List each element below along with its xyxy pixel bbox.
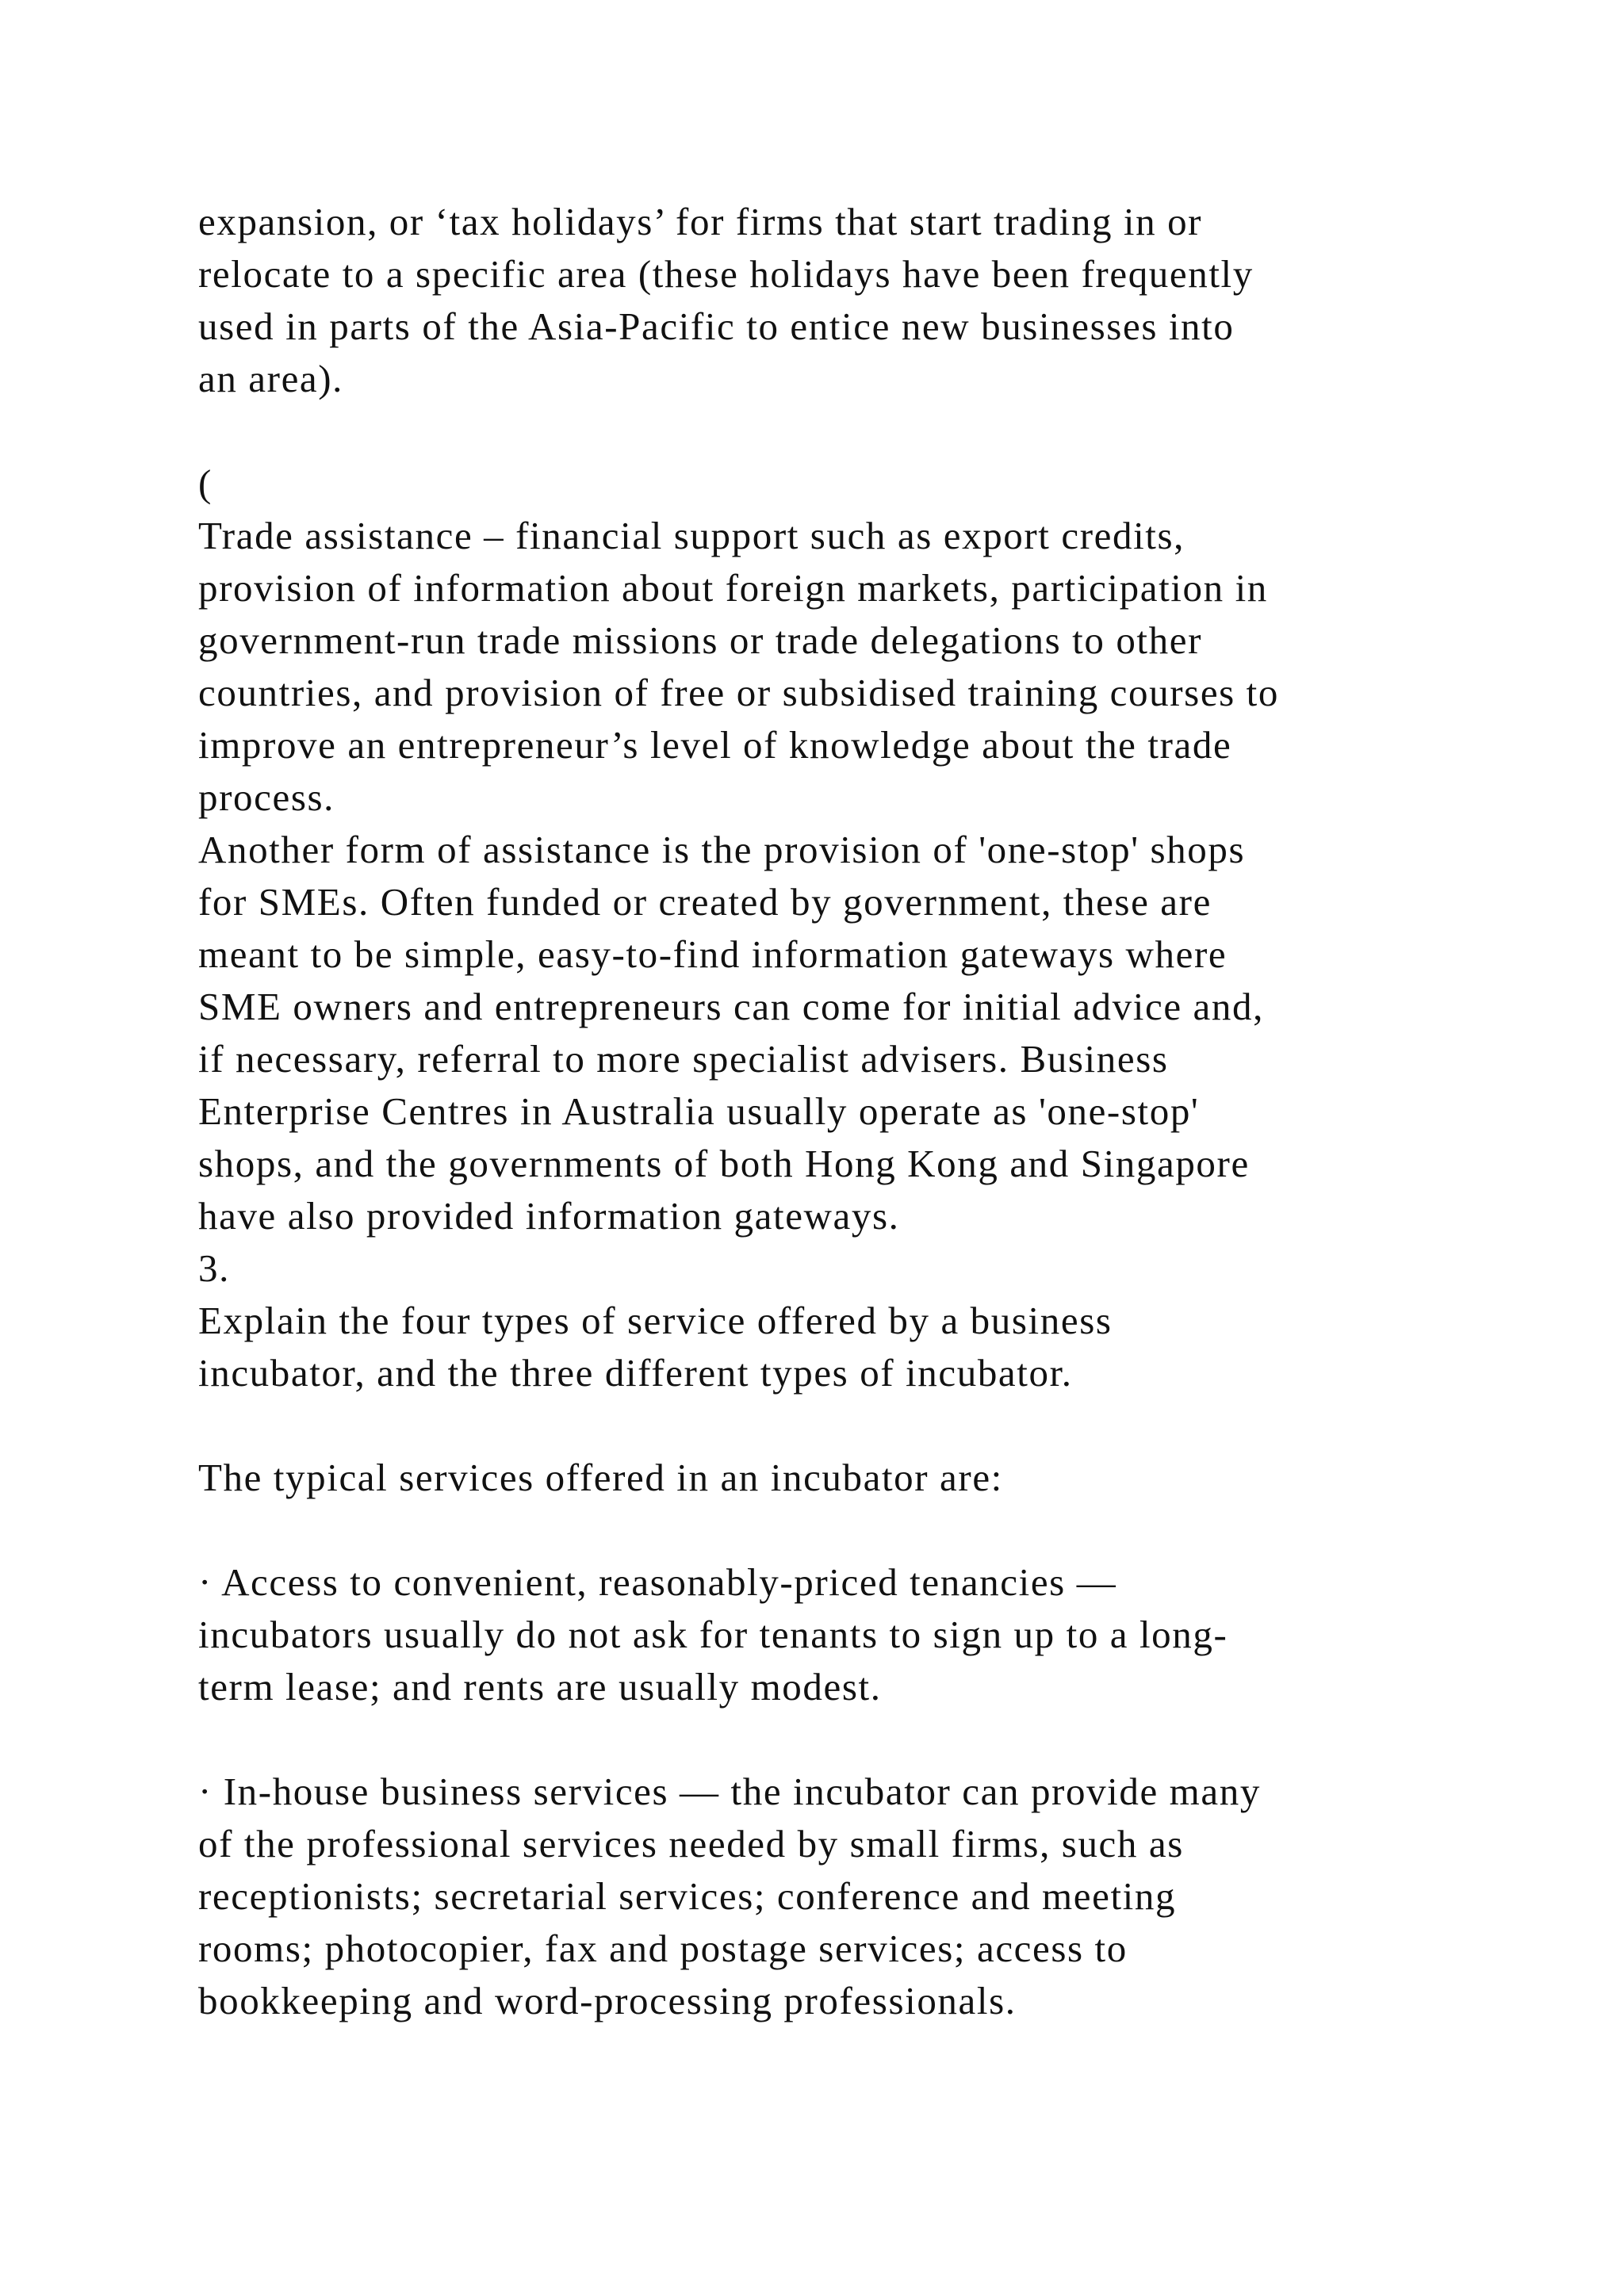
text-line: used in parts of the Asia-Pacific to entice new businesses into [198, 304, 1235, 348]
text-line: meant to be simple, easy-to-find information gateways where [198, 932, 1228, 976]
text-line: shops, and the governments of both Hong Kong and Singapore [198, 1142, 1250, 1185]
text-line: · In-house business services — the incubator can provide many [198, 1770, 1261, 1813]
text-line: relocate to a specific area (these holidays have been frequently [198, 252, 1254, 296]
blank-line [198, 405, 1546, 457]
blank-line [198, 1713, 1546, 1766]
blank-line [198, 1504, 1546, 1556]
text-line: The typical services offered in an incubator are: [198, 1456, 1003, 1499]
text-line: bookkeeping and word-processing professionals. [198, 1979, 1017, 2022]
text-line: countries, and provision of free or subsidised training courses to [198, 671, 1279, 714]
text-line: improve an entrepreneur’s level of knowledge about the trade [198, 723, 1232, 767]
text-line: 3. [198, 1246, 230, 1290]
text-line: term lease; and rents are usually modest. [198, 1665, 882, 1709]
text-line: expansion, or ‘tax holidays’ for firms that start trading in or [198, 200, 1203, 243]
text-line: Explain the four types of service offered by a business [198, 1299, 1113, 1342]
blank-line [198, 1399, 1546, 1452]
text-line: have also provided information gateways. [198, 1194, 900, 1238]
text-line: · Access to convenient, reasonably-priced tenancies — [198, 1560, 1117, 1604]
text-line: for SMEs. Often funded or created by government, these are [198, 880, 1212, 924]
text-line: government-run trade missions or trade delegations to other [198, 618, 1202, 662]
text-line: receptionists; secretarial services; conference and meeting [198, 1874, 1177, 1918]
text-line: incubator, and the three different types of incubator. [198, 1351, 1073, 1395]
text-line: Trade assistance – financial support such as export credits, [198, 514, 1185, 557]
text-line: process. [198, 775, 335, 819]
document-body [198, 196, 1546, 2027]
text-line: Enterprise Centres in Australia usually operate as 'one-stop' [198, 1089, 1200, 1133]
text-line: an area). [198, 357, 344, 400]
text-line: provision of information about foreign markets, participation in [198, 566, 1268, 610]
text-line: rooms; photocopier, fax and postage services; access to [198, 1927, 1128, 1970]
text-line: Another form of assistance is the provision of 'one-stop' shops [198, 828, 1246, 871]
text-line: incubators usually do not ask for tenants to sign up to a long- [198, 1613, 1228, 1656]
text-line: SME owners and entrepreneurs can come for initial advice and, [198, 985, 1264, 1028]
text-line: of the professional services needed by small firms, such as [198, 1822, 1184, 1866]
text-line: ( [198, 461, 213, 505]
text-line: if necessary, referral to more specialist advisers. Business [198, 1037, 1169, 1081]
